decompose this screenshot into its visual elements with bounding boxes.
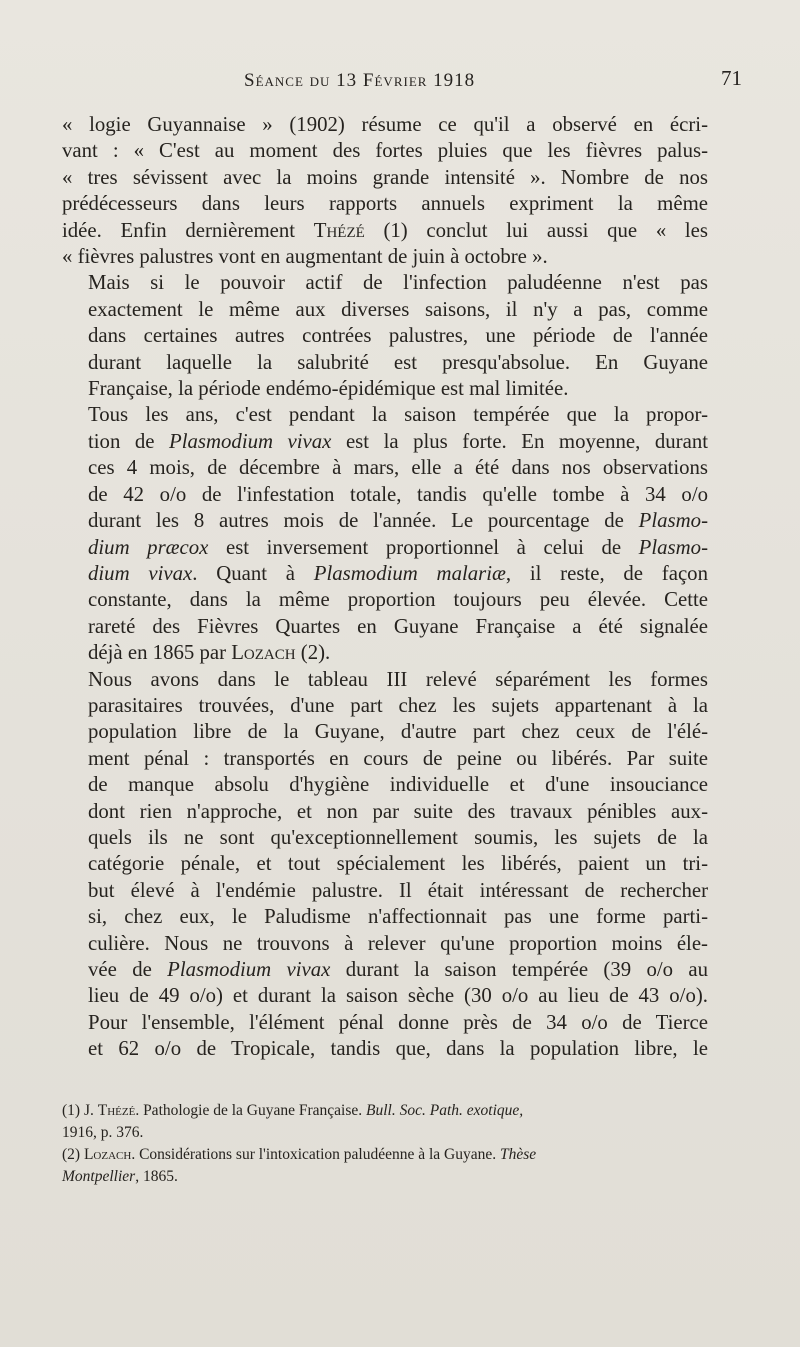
text-line: de manque absolu d'hygiène individuelle et d'une insouciance [88,773,708,797]
text-line: Française, la période endémo-épidémique est mal limitée. [88,377,569,401]
text-line: idée. Enfin dernièrement Thézé (1) conclut lui aussi que « les [62,218,708,242]
text-line: durant laquelle la salubrité est presqu'absolue. En Guyane [88,350,708,374]
text-line: dium præcox est inversement proportionnel à celui de Plasmo- [88,535,708,559]
footnote-line: (1) J. Thézé. Pathologie de la Guyane Française. Bull. Soc. Path. exotique, [62,1102,524,1119]
text-line: de 42 o/o de l'infestation totale, tandis qu'elle tombe à 34 o/o [88,482,708,506]
text-line: Mais si le pouvoir actif de l'infection paludéenne n'est pas [88,271,708,295]
footnote-line: 1916, p. 376. [62,1124,144,1141]
text-line: vée de Plasmodium vivax durant la saison tempérée (39 o/o au [88,958,709,981]
text-line: « tres sévissent avec la moins grande intensité ». Nombre de nos [62,165,708,189]
text-line: tion de Plasmodium vivax est la plus forte. En moyenne, durant [88,429,708,453]
text-line: constante, dans la même proportion toujours peu élevée. Cette [88,588,708,612]
text-line: dont rien n'approche, et non par suite des travaux pénibles aux- [88,799,708,823]
footnote-2 [62,1144,708,1188]
text-line: vant : « C'est au moment des fortes pluies que les fièvres palus- [62,139,708,163]
text-line: et 62 o/o de Tropicale, tandis que, dans la population libre, le [88,1037,708,1061]
text-line: déjà en 1865 par Lozach (2). [88,641,331,665]
text-line: dium vivax. Quant à Plasmodium malariæ, il reste, de façon [88,561,708,585]
text-line: lieu de 49 o/o) et durant la saison sèche (30 o/o au lieu de 43 o/o). [88,984,708,1008]
text-line: Tous les ans, c'est pendant la saison tempérée que la propor- [88,403,708,427]
footnote-line: (2) Lozach. Considérations sur l'intoxication paludéenne à la Guyane. Thèse [62,1146,537,1163]
body-text [62,112,708,1063]
paragraph-3 [62,402,708,666]
page-number: 71 [721,66,742,90]
paragraph-2 [62,270,708,402]
page-header [62,66,742,104]
text-line: exactement le même aux diverses saisons, il n'y a pas, comme [88,297,708,321]
text-line: durant les 8 autres mois de l'année. Le pourcentage de Plasmo- [88,509,708,533]
text-line: catégorie pénale, et tout spécialement les libérés, paient un tri- [88,852,708,876]
text-line: Pour l'ensemble, l'élément pénal donne près de 34 o/o de Tierce [88,1010,708,1034]
paragraph-4 [62,667,708,1063]
text-line: Nous avons dans le tableau III relevé séparément les formes [88,667,708,691]
text-line: but élevé à l'endémie palustre. Il était intéressant de rechercher [88,878,708,902]
text-line: ment pénal : transportés en cours de peine ou libérés. Par suite [88,746,708,770]
paragraph-1 [62,112,708,270]
text-line: ces 4 mois, de décembre à mars, elle a été dans nos observations [88,456,708,480]
text-line: quels ils ne sont qu'exceptionnellement soumis, les sujets de la [88,825,708,849]
text-line: rareté des Fièvres Quartes en Guyane Française a été signalée [88,614,708,638]
footnote-1 [62,1100,708,1144]
text-line: dans certaines autres contrées palustres, une période de l'année [88,324,708,348]
text-line: parasitaires trouvées, d'une part chez les sujets appartenant à la [88,693,708,717]
text-line: « logie Guyannaise » (1902) résume ce qu'il a observé en écri- [62,113,708,136]
footnote-line: Montpellier, 1865. [62,1168,178,1185]
text-line: population libre de la Guyane, d'autre part chez ceux de l'élé- [88,720,708,744]
text-line: prédécesseurs dans leurs rapports annuels expriment la même [62,192,708,216]
text-line: culière. Nous ne trouvons à relever qu'une proportion moins éle- [88,931,708,955]
text-line: si, chez eux, le Paludisme n'affectionnait pas une forme parti- [88,905,708,929]
text-line: « fièvres palustres vont en augmentant de juin à octobre ». [62,245,548,269]
footnotes [62,1100,708,1188]
running-title: Séance du 13 Février 1918 [244,70,476,91]
